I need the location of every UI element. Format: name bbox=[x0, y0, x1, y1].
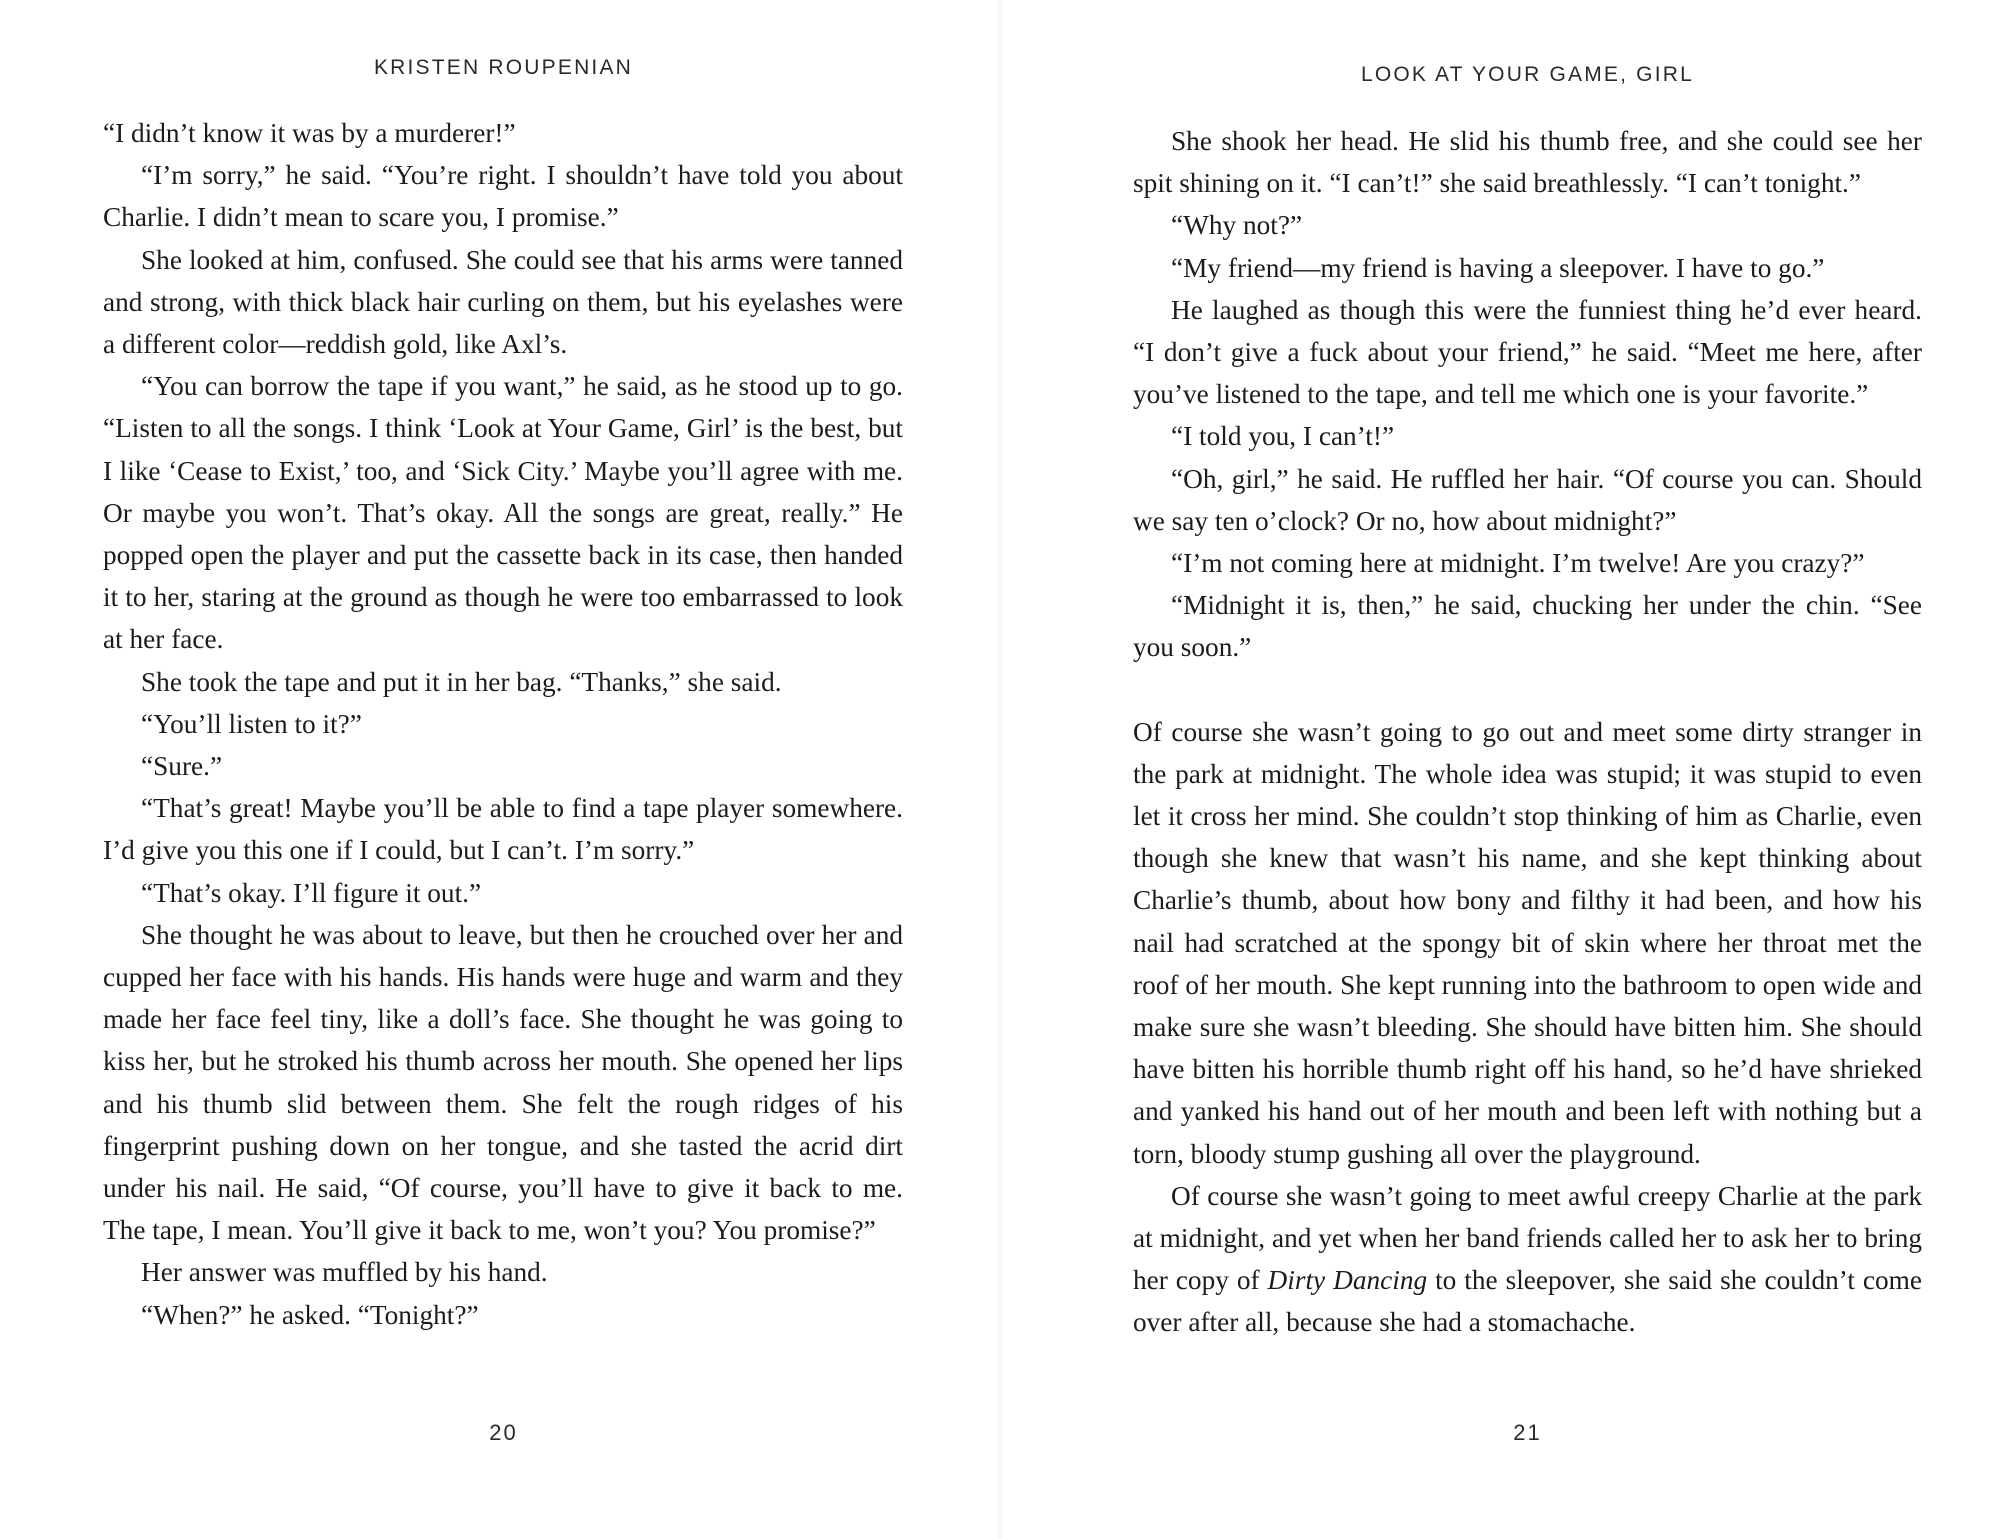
page-number-left: 20 bbox=[489, 1420, 518, 1445]
paragraph: Her answer was muffled by his hand. bbox=[141, 1257, 548, 1288]
film-title: Dirty Dancing bbox=[1267, 1265, 1428, 1296]
paragraph: “You’ll listen to it?” bbox=[141, 708, 362, 739]
section-break-paragraph: Of course she wasn’t going to go out and meet some dirty stranger in the park at midnight. The whole idea was stupid; it was stupid to even let it cross her mind. She couldn’t stop thinking of him as Charlie, even though she knew that wasn’t his name, and she kept thinking about Charlie’s thumb, about how bony and filthy it had been, and how his nail had scratched at the spongy bit of skin where her throat met the roof of her mouth. She kept running into the bathroom to open wide and make sure she wasn’t bleeding. She should have bitten him. She should have bitten his horrible thumb right off his hand, so he’d have shrieked and yanked his hand out of her mouth and been left with nothing but a torn, bloody stump gushing all over the playground. bbox=[1133, 716, 1922, 1169]
paragraph: “When?” he asked. “Tonight?” bbox=[141, 1299, 479, 1330]
paragraph: “I’m not coming here at midnight. I’m twelve! Are you crazy?” bbox=[1171, 548, 1865, 579]
paragraph: “Sure.” bbox=[141, 751, 223, 782]
paragraph: “You can borrow the tape if you want,” he said, as he stood up to go. “Listen to all the songs. I think ‘Look at Your Game, Girl’ is the best, but I like ‘Cease to Exist,’ too, and ‘Sick City.’ Maybe you’ll agree with me. Or maybe you won’t. That’s okay. All the songs are great, really.” He popped open the player and put the cassette back in its case, then handed it to her, staring at the ground as though he were too embarrassed to look at her face. bbox=[103, 371, 903, 655]
paragraph: “That’s okay. I’ll figure it out.” bbox=[141, 877, 482, 908]
paragraph: He laughed as though this were the funniest thing he’d ever heard. “I don’t give a fuck about your friend,” he said. “Meet me here, after you’ve listened to the tape, and tell me which one is your favorite.” bbox=[1133, 294, 1922, 410]
paragraph-text: to the sleepover, she said she couldn’t come over after all, because she had a stomachache. bbox=[1133, 1265, 1923, 1338]
paragraph: “Why not?” bbox=[1171, 210, 1303, 241]
paragraph: “My friend—my friend is having a sleepover. I have to go.” bbox=[1171, 252, 1825, 283]
paragraph: She looked at him, confused. She could see that his arms were tanned and strong, with thick black hair curling on them, but his eyelashes were a different color—reddish gold, like Axl’s. bbox=[103, 244, 903, 360]
paragraph: “I didn’t know it was by a murderer!” bbox=[103, 118, 516, 148]
paragraph-text: Of course she wasn’t going to meet awful creepy Charlie at the park at midnight, and yet when her band friends called her to ask her to bring her copy of bbox=[1133, 1180, 1922, 1296]
paragraph: “I’m sorry,” he said. “You’re right. I shouldn’t have told you about Charlie. I didn’t mean to scare you, I promise.” bbox=[103, 160, 903, 233]
running-head-title: LOOK AT YOUR GAME, GIRL bbox=[1360, 63, 1694, 86]
paragraph: “I told you, I can’t!” bbox=[1171, 421, 1395, 452]
right-page bbox=[1000, 0, 2000, 1539]
paragraph: “That’s great! Maybe you’ll be able to find a tape player somewhere. I’d give you this one if I could, but I can’t. I’m sorry.” bbox=[103, 793, 903, 866]
page-number-right: 21 bbox=[1513, 1420, 1542, 1445]
paragraph: She thought he was about to leave, but then he crouched over her and cupped her face with his hands. His hands were huge and warm and they made her face feel tiny, like a doll’s face. She thought he was going to kiss her, but he stroked his thumb across her mouth. She opened her lips and his thumb slid between them. She felt the rough ridges of his fingerprint pushing down on her tongue, and she tasted the acrid dirt under his nail. He said, “Of course, you’ll have to give it back to me. The tape, I mean. You’ll give it back to me, won’t you? You promise?” bbox=[103, 919, 903, 1246]
running-head-author: KRISTEN ROUPENIAN bbox=[373, 56, 634, 79]
paragraph: She shook her head. He slid his thumb free, and she could see her spit shining on it. “I can’t!” she said breathlessly. “I can’t tonight.” bbox=[1133, 126, 1922, 199]
right-page-text bbox=[1133, 120, 1922, 1344]
paragraph bbox=[1133, 1175, 1922, 1344]
paragraph: She took the tape and put it in her bag. “Thanks,” she said. bbox=[141, 666, 782, 697]
left-page-text bbox=[103, 112, 903, 1336]
paragraph: “Midnight it is, then,” he said, chucking her under the chin. “See you soon.” bbox=[1133, 590, 1922, 663]
paragraph: “Oh, girl,” he said. He ruffled her hair. “Of course you can. Should we say ten o’clock? Or no, how about midnight?” bbox=[1133, 463, 1922, 536]
